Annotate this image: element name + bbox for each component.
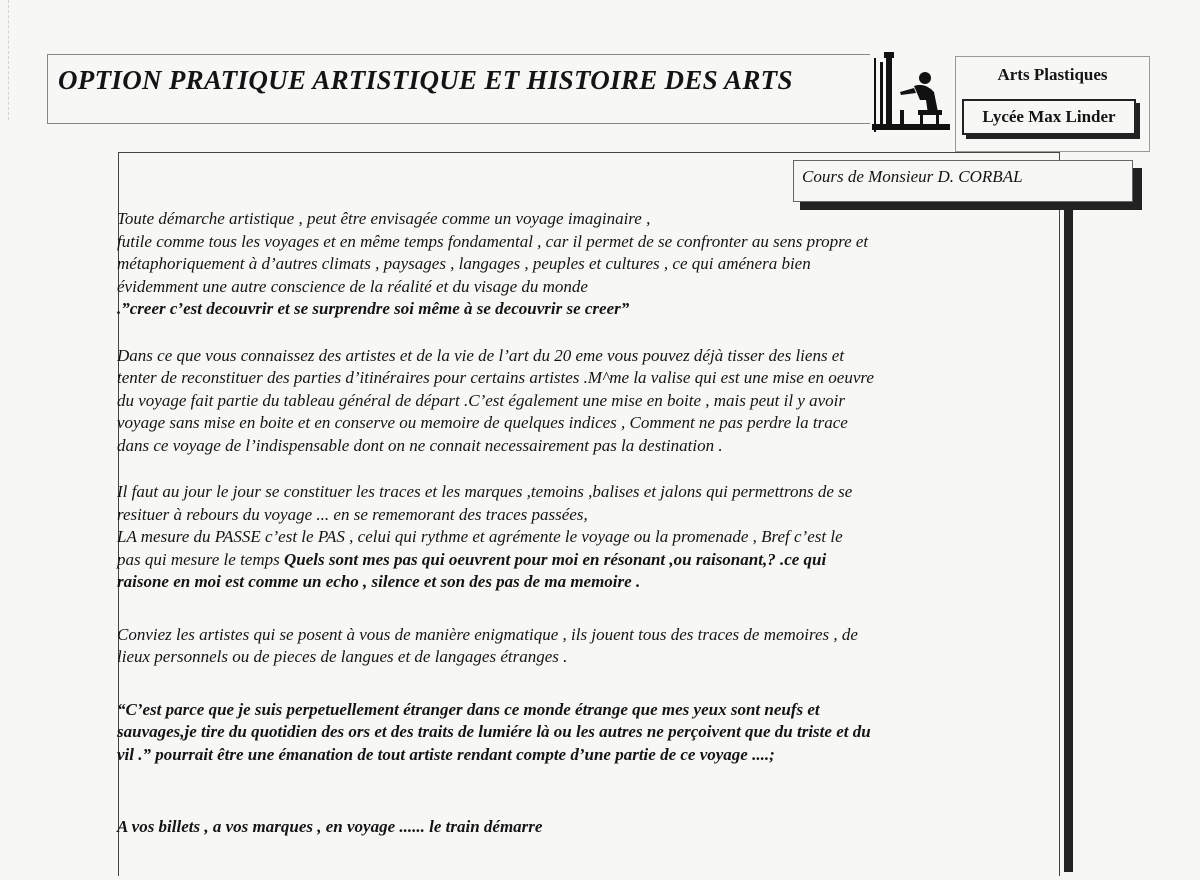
closing-line (117, 816, 1062, 839)
quote-line: vil .” pourrait être une émanation de tout artiste rendant compte d’une partie de ce voyage ....; (117, 744, 775, 764)
text-line: métaphoriquement à d’autres climats , paysages , langages , peuples et cultures , ce qui aménera bien (117, 254, 811, 273)
text-line: Il faut au jour le jour se constituer les traces et les marques ,temoins ,balises et jalons qui permettrons de se (117, 482, 853, 501)
text-line: resituer à rebours du voyage ... en se rememorant des traces passées, (117, 504, 588, 524)
paragraph-1 (117, 208, 1062, 321)
paragraph-2 (117, 345, 1062, 458)
text-line: Conviez les artistes qui se posent à vous de manière enigmatique , ils jouent tous des traces de memoires , de (117, 624, 858, 644)
bold-segment: Quels sont mes pas qui oeuvrent pour moi en résonant ,ou raisonant,? .ce qui (284, 549, 827, 569)
text-line: Dans ce que vous connaissez des artistes et de la vie de l’art du 20 eme vous pouvez déjà tisser des liens et (117, 345, 845, 365)
text-line: tenter de reconstituer des parties d’itinéraires pour certains artistes .M^me la valise qui est une mise en oeuvre (117, 368, 874, 387)
bold-line: raisone en moi est comme un echo , silence et son des pas de ma memoire . (117, 572, 641, 591)
text-line: A vos billets , a vos marques , en voyage ...... le train démarre (117, 817, 543, 836)
quote-line: “C’est parce que je suis perpetuellement étranger dans ce monde étrange que mes yeux sont neufs et (117, 699, 820, 719)
school-name: Lycée Max Linder (962, 99, 1136, 135)
text-line: voyage sans mise en boite et en conserve ou memoire de quelques indices , Comment ne pas perdre la trace (117, 413, 848, 432)
text-line: du voyage fait partie du tableau général de départ .C’est également une mise en boite , mais peut il y avoir (117, 390, 846, 410)
title-box (47, 54, 877, 124)
department-label: Arts Plastiques (997, 65, 1108, 84)
teacher-name: Cours de Monsieur D. CORBAL (802, 167, 1023, 186)
text-line: dans ce voyage de l’indispensable dont on ne connait necessairement pas la destination . (117, 435, 723, 455)
department-box (955, 56, 1150, 152)
frame-shadow (1064, 210, 1073, 872)
quote-line: sauvages,je tire du quotidien des ors et des traits de lumiére là ou les autres ne perçoivent que du triste et du (117, 722, 871, 741)
scan-artifact (8, 0, 15, 120)
page-title: OPTION PRATIQUE ARTISTIQUE ET HISTOIRE DES ARTS (58, 65, 793, 95)
text-segment: pas qui mesure le temps (117, 549, 284, 569)
teacher-box (793, 160, 1133, 202)
paragraph-4 (117, 624, 1062, 669)
text-line: futile comme tous les voyages et en même temps fondamental , car il permet de se confronter au sens propre et (117, 231, 869, 251)
quote-line: .”creer c’est decouvrir et se surprendre soi même à se decouvrir se creer” (117, 299, 630, 318)
body-text (117, 208, 1062, 839)
text-line: Toute démarche artistique , peut être envisagée comme un voyage imaginaire , (117, 209, 651, 228)
text-line: LA mesure du PASSE c’est le PAS , celui qui rythme et agrémente le voyage ou la promenade , Bref c’est le (117, 527, 843, 546)
text-line (117, 549, 1062, 572)
text-line: évidemment une autre conscience de la réalité et du visage du monde (117, 276, 588, 296)
paragraph-5 (117, 699, 1062, 767)
text-line: lieux personnels ou de pieces de langues et de langages étranges . (117, 647, 568, 666)
paragraph-3 (117, 481, 1062, 594)
painter-at-easel-icon (870, 52, 952, 138)
teacher-shadow-side (1133, 168, 1142, 210)
